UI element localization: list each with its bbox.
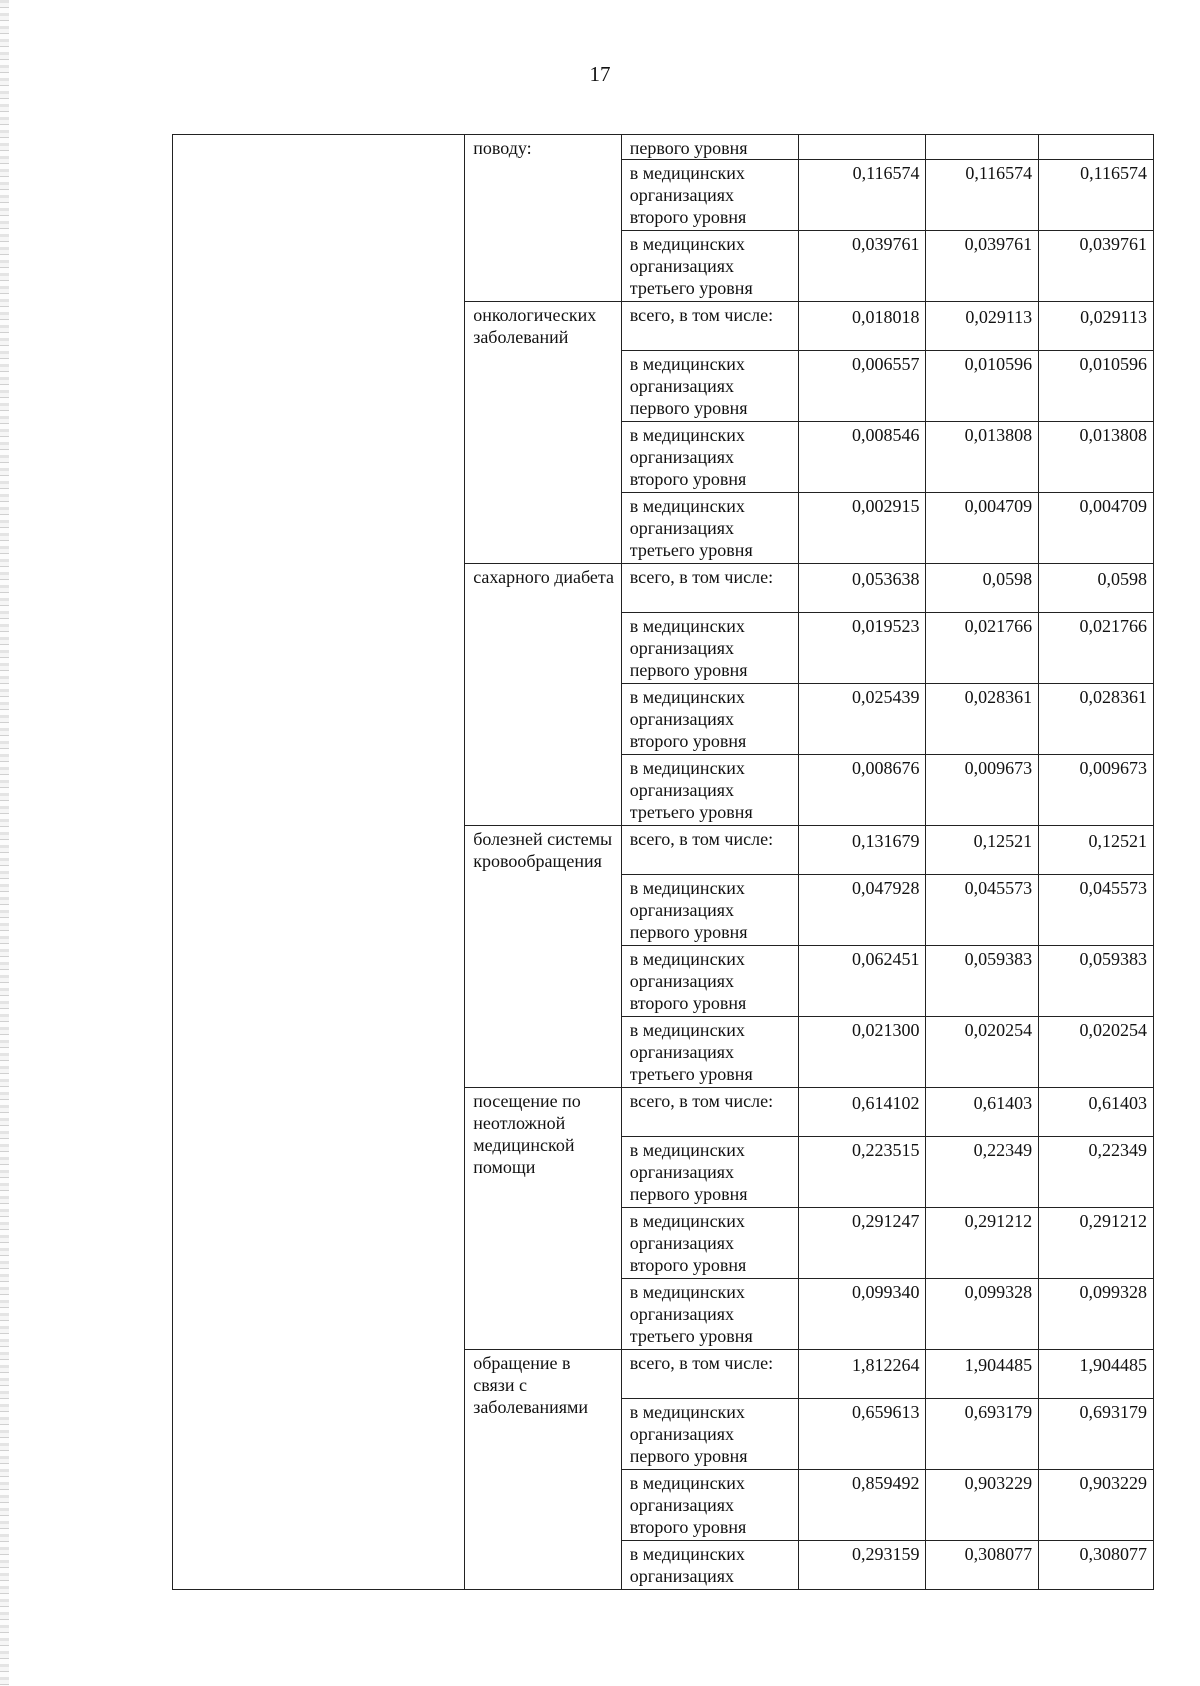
page-number: 17	[589, 62, 611, 86]
value-cell: 0,008676	[799, 755, 926, 826]
value-cell: 0,61403	[1039, 1088, 1154, 1137]
value-cell: 1,904485	[1039, 1350, 1154, 1399]
level-label: всего, в том числе:	[621, 826, 798, 875]
group-label: поводу:	[465, 135, 622, 302]
value-cell: 0,293159	[799, 1541, 926, 1590]
level-label: в медицинских организациях первого уровня	[621, 613, 798, 684]
level-label: в медицинских организациях третьего уровня	[621, 1017, 798, 1088]
level-label: в медицинских организациях третьего уровня	[621, 755, 798, 826]
value-cell	[926, 135, 1039, 160]
value-cell: 0,291247	[799, 1208, 926, 1279]
value-cell	[1039, 135, 1154, 160]
value-cell: 0,002915	[799, 493, 926, 564]
blank-left-column	[173, 135, 465, 1590]
rates-table	[172, 134, 1154, 1590]
level-label: в медицинских организациях третьего уровня	[621, 231, 798, 302]
value-cell: 0,693179	[926, 1399, 1039, 1470]
value-cell: 0,903229	[1039, 1470, 1154, 1541]
value-cell: 0,045573	[926, 875, 1039, 946]
value-cell: 0,693179	[1039, 1399, 1154, 1470]
value-cell: 0,12521	[1039, 826, 1154, 875]
value-cell: 0,12521	[926, 826, 1039, 875]
value-cell: 0,021766	[1039, 613, 1154, 684]
value-cell: 0,099328	[1039, 1279, 1154, 1350]
table-row	[173, 135, 1154, 160]
level-label: в медицинских организациях первого уровня	[621, 1137, 798, 1208]
value-cell: 0,006557	[799, 351, 926, 422]
value-cell: 0,029113	[926, 302, 1039, 351]
value-cell: 0,013808	[926, 422, 1039, 493]
value-cell: 0,61403	[926, 1088, 1039, 1137]
value-cell: 0,013808	[1039, 422, 1154, 493]
level-label: всего, в том числе:	[621, 1350, 798, 1399]
value-cell: 0,22349	[1039, 1137, 1154, 1208]
value-cell: 0,039761	[799, 231, 926, 302]
level-label: в медицинских организациях	[621, 1541, 798, 1590]
value-cell: 0,131679	[799, 826, 926, 875]
value-cell: 0,116574	[926, 160, 1039, 231]
value-cell: 0,903229	[926, 1470, 1039, 1541]
level-label: в медицинских организациях первого уровня	[621, 351, 798, 422]
level-label: в медицинских организациях второго уровня	[621, 160, 798, 231]
value-cell: 0,053638	[799, 564, 926, 613]
value-cell: 0,019523	[799, 613, 926, 684]
value-cell: 0,020254	[1039, 1017, 1154, 1088]
value-cell: 0,029113	[1039, 302, 1154, 351]
value-cell: 0,039761	[926, 231, 1039, 302]
scan-edge-artifact	[0, 0, 9, 1686]
level-label: в медицинских организациях первого уровня	[621, 875, 798, 946]
level-label: в медицинских организациях второго уровня	[621, 1470, 798, 1541]
level-label: в медицинских организациях второго уровня	[621, 946, 798, 1017]
value-cell: 0,021766	[926, 613, 1039, 684]
level-label: всего, в том числе:	[621, 1088, 798, 1137]
value-cell: 0,116574	[799, 160, 926, 231]
value-cell: 0,028361	[1039, 684, 1154, 755]
level-label: в медицинских организациях второго уровня	[621, 1208, 798, 1279]
value-cell: 0,22349	[926, 1137, 1039, 1208]
value-cell: 0,010596	[926, 351, 1039, 422]
value-cell: 0,116574	[1039, 160, 1154, 231]
value-cell: 0,308077	[1039, 1541, 1154, 1590]
value-cell: 0,291212	[1039, 1208, 1154, 1279]
value-cell: 0,018018	[799, 302, 926, 351]
value-cell: 0,047928	[799, 875, 926, 946]
value-cell: 0,291212	[926, 1208, 1039, 1279]
level-label: всего, в том числе:	[621, 564, 798, 613]
value-cell: 0,659613	[799, 1399, 926, 1470]
value-cell	[799, 135, 926, 160]
value-cell: 0,009673	[926, 755, 1039, 826]
value-cell: 0,004709	[926, 493, 1039, 564]
value-cell: 1,812264	[799, 1350, 926, 1399]
value-cell: 0,020254	[926, 1017, 1039, 1088]
value-cell: 0,223515	[799, 1137, 926, 1208]
group-label: болезней системы кровообращения	[465, 826, 622, 1088]
value-cell: 0,028361	[926, 684, 1039, 755]
group-label: посещение по неотложной медицинской помощи	[465, 1088, 622, 1350]
value-cell: 0,859492	[799, 1470, 926, 1541]
level-label: в медицинских организациях третьего уровня	[621, 1279, 798, 1350]
level-label: всего, в том числе:	[621, 302, 798, 351]
value-cell: 0,062451	[799, 946, 926, 1017]
value-cell: 0,021300	[799, 1017, 926, 1088]
level-label: первого уровня	[621, 135, 798, 160]
value-cell: 0,614102	[799, 1088, 926, 1137]
value-cell: 0,099340	[799, 1279, 926, 1350]
level-label: в медицинских организациях третьего уровня	[621, 493, 798, 564]
value-cell: 0,099328	[926, 1279, 1039, 1350]
value-cell: 0,010596	[1039, 351, 1154, 422]
value-cell: 0,008546	[799, 422, 926, 493]
value-cell: 0,0598	[1039, 564, 1154, 613]
value-cell: 1,904485	[926, 1350, 1039, 1399]
group-label: сахарного диабета	[465, 564, 622, 826]
value-cell: 0,059383	[1039, 946, 1154, 1017]
value-cell: 0,004709	[1039, 493, 1154, 564]
value-cell: 0,025439	[799, 684, 926, 755]
level-label: в медицинских организациях второго уровня	[621, 684, 798, 755]
value-cell: 0,308077	[926, 1541, 1039, 1590]
value-cell: 0,059383	[926, 946, 1039, 1017]
value-cell: 0,0598	[926, 564, 1039, 613]
value-cell: 0,045573	[1039, 875, 1154, 946]
value-cell: 0,039761	[1039, 231, 1154, 302]
level-label: в медицинских организациях первого уровня	[621, 1399, 798, 1470]
value-cell: 0,009673	[1039, 755, 1154, 826]
level-label: в медицинских организациях второго уровня	[621, 422, 798, 493]
group-label: онкологических заболеваний	[465, 302, 622, 564]
group-label: обращение в связи с заболеваниями	[465, 1350, 622, 1590]
